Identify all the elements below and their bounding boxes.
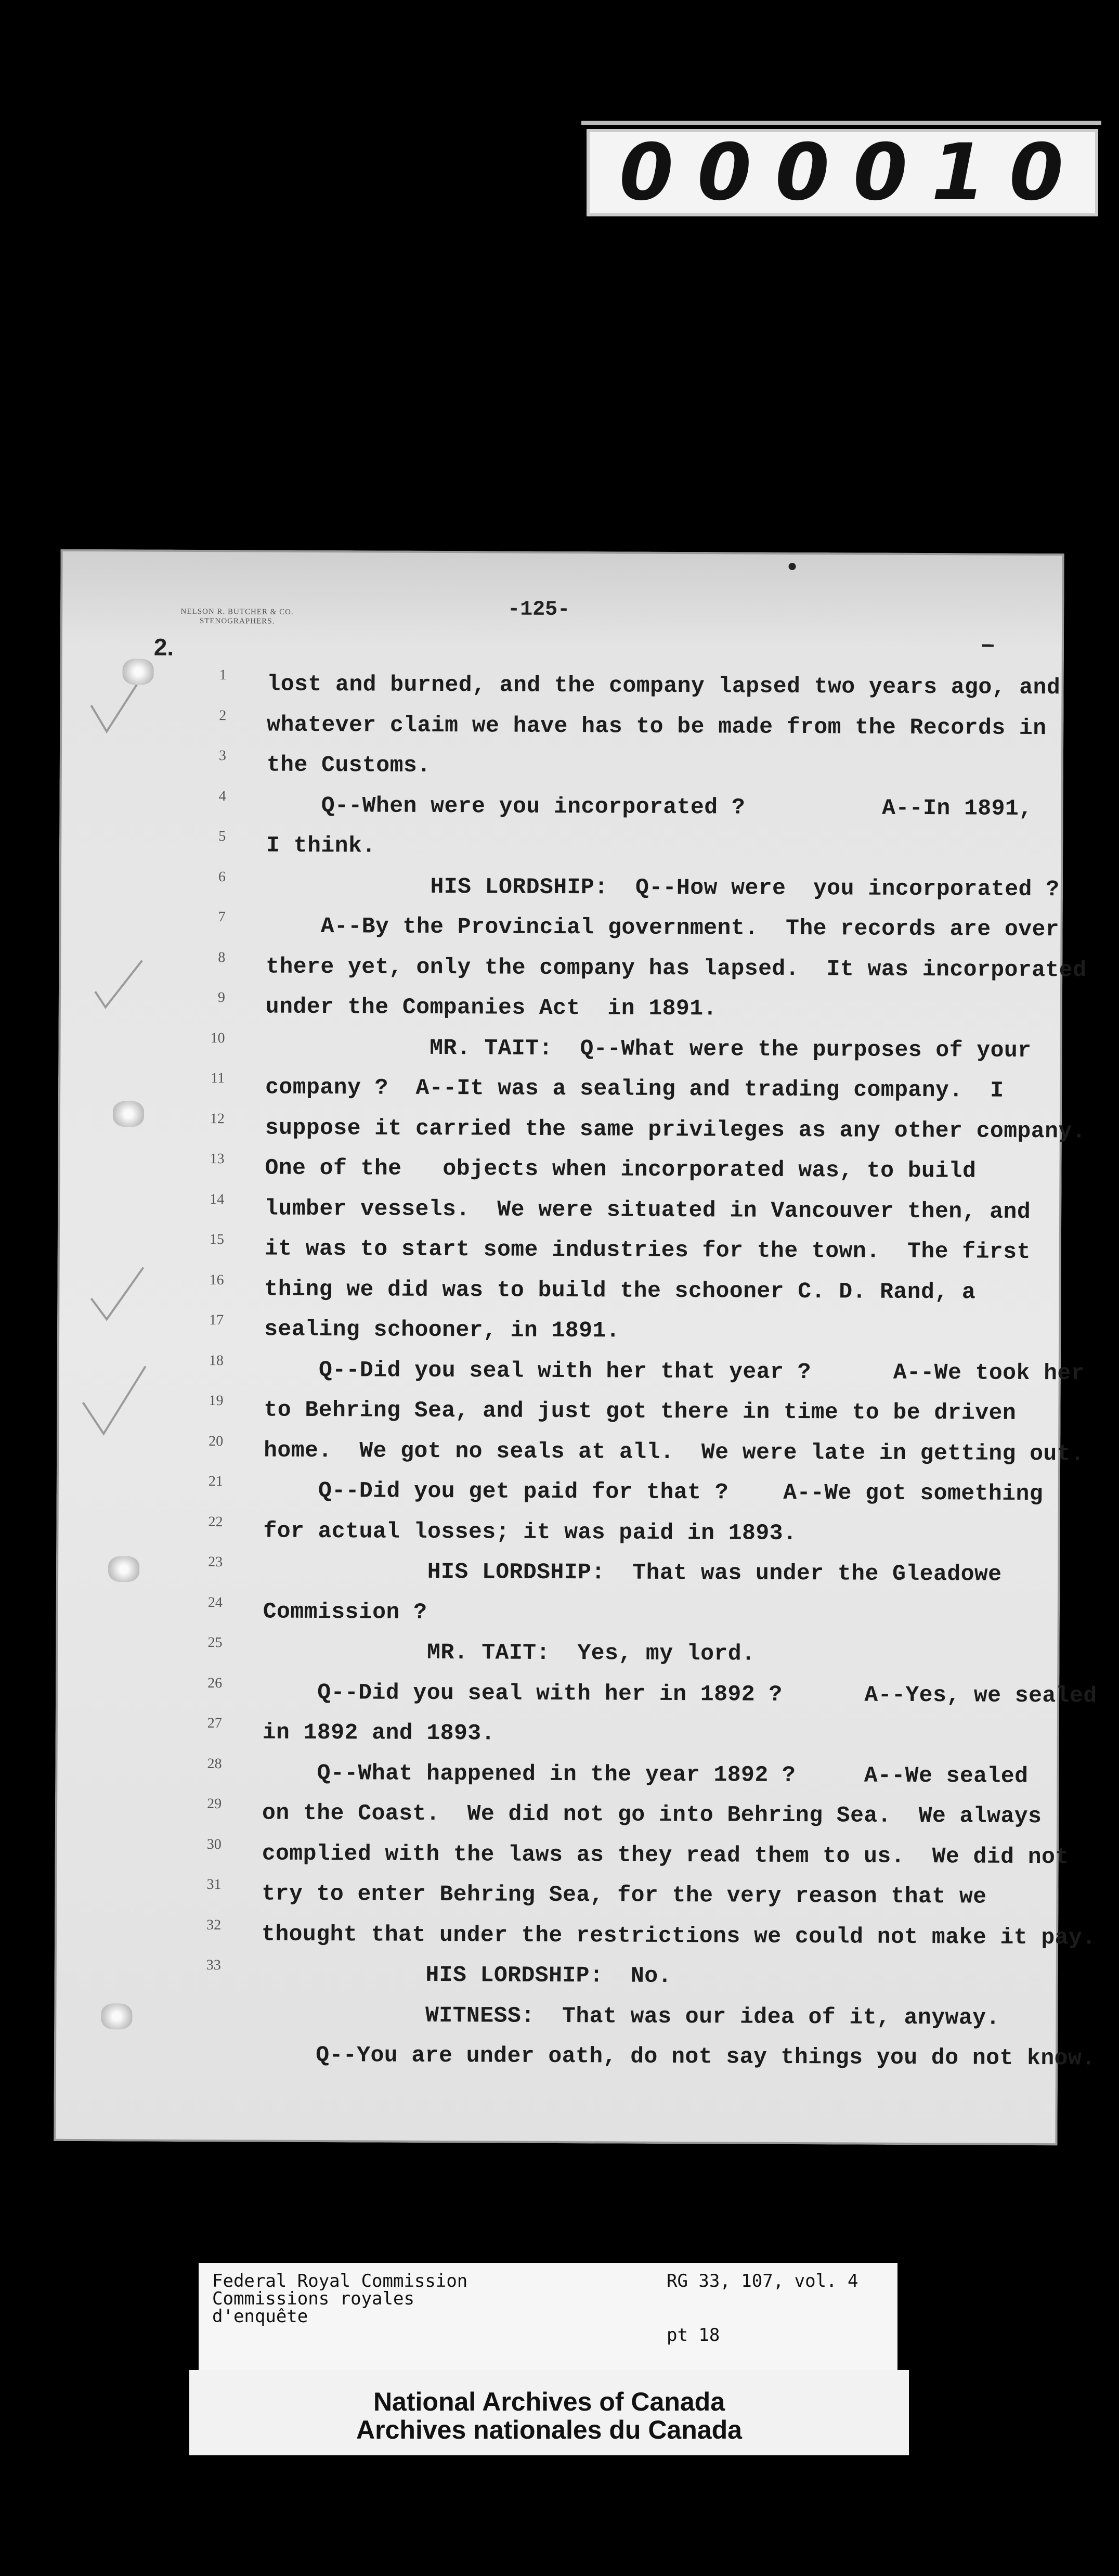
- line-text: HIS LORDSHIP: Q--How were you incorporated ?: [266, 873, 1060, 902]
- counter-digit: 1: [931, 127, 988, 218]
- line-number: 23: [208, 1554, 223, 1570]
- line-text: Q--Did you seal with her in 1892 ? A--Yes, we sealed: [262, 1679, 1097, 1709]
- transcript-line: [58, 1029, 1062, 1073]
- transcript-line: [58, 1231, 1061, 1274]
- line-text: the Customs.: [266, 752, 431, 778]
- letterhead-line-2: STENOGRAPHERS.: [199, 616, 275, 626]
- line-number: 10: [210, 1029, 225, 1046]
- punch-hole: [108, 1556, 139, 1582]
- archive-name-english: National Archives of Canada: [373, 2387, 725, 2416]
- line-text: sealing schooner, in 1891.: [264, 1316, 620, 1344]
- transcript-line: [54, 1997, 1058, 2040]
- line-number: 24: [207, 1594, 223, 1611]
- transcript-line: [56, 1513, 1060, 1556]
- line-text: on the Coast. We did not go into Behring Sea. We always: [262, 1800, 1042, 1830]
- line-number: 11: [211, 1070, 225, 1087]
- line-text: HIS LORDSHIP: No.: [261, 1961, 672, 1989]
- line-number: 4: [218, 788, 226, 804]
- catalogue-label: [199, 2263, 897, 2371]
- line-number: 3: [218, 748, 227, 764]
- transcript-line: [56, 1553, 1060, 1597]
- label-line-2: Commissions royales: [212, 2288, 414, 2309]
- line-number: 27: [207, 1715, 222, 1732]
- line-text: whatever claim we have has to be made from the Records in: [267, 712, 1047, 741]
- transcript-line: [59, 787, 1063, 831]
- line-number: 25: [207, 1634, 223, 1651]
- transcript-line: [55, 1916, 1096, 1960]
- transcript-line: [60, 706, 1063, 750]
- line-text: MR. TAIT: Q--What were the purposes of your: [265, 1034, 1032, 1063]
- transcript-line: [58, 1070, 1062, 1113]
- transcript-line: [57, 1351, 1085, 1395]
- line-text: Q--You are under oath, do not say things you do not know.: [261, 2042, 1096, 2071]
- transcript-line: [57, 1473, 1060, 1516]
- punch-hole: [123, 659, 154, 685]
- line-text: complied with the laws as they read them to us. We did not: [262, 1840, 1069, 1870]
- line-text: Q--Did you seal with her that year ? A--We took her: [264, 1357, 1085, 1386]
- counter-digit: 0: [619, 127, 676, 218]
- counter-strip: [581, 121, 1101, 125]
- sheet-number: 2.: [153, 633, 174, 661]
- transcript-line: [56, 1634, 1059, 1678]
- line-number: 6: [218, 868, 226, 885]
- line-text: lumber vessels. We were situated in Vancouver then, and: [265, 1195, 1031, 1225]
- transcript-line: [59, 989, 1062, 1033]
- line-number: 7: [218, 909, 226, 925]
- line-number: 17: [209, 1312, 224, 1329]
- page-number: -125-: [508, 598, 570, 622]
- line-text: lost and burned, and the company lapsed two years ago, and: [267, 671, 1061, 701]
- label-reference: RG 33, 107, vol. 4: [667, 2271, 858, 2291]
- line-number: 28: [207, 1755, 222, 1772]
- transcript-line: [59, 908, 1062, 952]
- line-text: suppose it carried the same privileges as any other company.: [265, 1115, 1086, 1144]
- line-text: in 1892 and 1893.: [262, 1719, 496, 1746]
- letterhead-line-1: NELSON R. BUTCHER & CO.: [180, 607, 294, 616]
- archive-name-french: Archives nationales du Canada: [356, 2415, 742, 2444]
- line-text: Q--When were you incorporated ? A--In 1891,: [266, 792, 1033, 821]
- transcript-line: [57, 1432, 1085, 1476]
- line-text: under the Companies Act in 1891.: [265, 994, 717, 1022]
- transcript-line: [59, 828, 1063, 871]
- line-number: 33: [206, 1957, 221, 1974]
- transcript-page: [54, 549, 1097, 2145]
- line-text: A--By the Provincial government. The records are over: [266, 913, 1060, 943]
- line-text: there yet, only the company has lapsed. It was incorporated: [266, 954, 1087, 983]
- line-number: 2: [219, 707, 227, 724]
- punch-hole: [101, 2003, 132, 2029]
- line-number: 30: [206, 1836, 222, 1852]
- margin-dash: [982, 645, 994, 647]
- line-number: 26: [207, 1675, 223, 1691]
- counter-digit: 0: [697, 127, 754, 218]
- label-line-1: Federal Royal Commission: [212, 2271, 468, 2291]
- line-text: One of the objects when incorporated was, to build: [265, 1155, 977, 1184]
- line-number: 1: [219, 667, 227, 684]
- line-text: MR. TAIT: Yes, my lord.: [263, 1639, 756, 1667]
- line-number: 8: [218, 949, 226, 965]
- line-text: thing we did was to build the schooner C. D. Rand, a: [264, 1276, 976, 1305]
- transcript-line: [58, 1190, 1061, 1234]
- transcript-line: [60, 747, 1063, 791]
- counter-digit: 0: [853, 127, 910, 218]
- check-mark-icon: [77, 1361, 151, 1445]
- transcript-line: [57, 1392, 1060, 1436]
- line-number: 9: [217, 989, 225, 1006]
- line-text: Q--What happened in the year 1892 ? A--We sealed: [262, 1760, 1029, 1789]
- transcript-line: [56, 1674, 1097, 1718]
- line-number: 16: [209, 1271, 224, 1288]
- transcript-line: [57, 1311, 1061, 1355]
- check-mark-icon: [90, 945, 153, 1018]
- transcript-line: [56, 1593, 1060, 1637]
- transcript-line: [60, 666, 1063, 710]
- line-number: 14: [210, 1191, 225, 1207]
- line-text: it was to start some industries for the town. The first: [264, 1235, 1031, 1265]
- label-collection: [212, 2272, 467, 2325]
- line-number: 21: [208, 1473, 223, 1490]
- line-text: try to enter Behring Sea, for the very reason that we: [262, 1881, 987, 1910]
- transcript-line: [56, 1715, 1059, 1758]
- line-number: 5: [218, 828, 226, 845]
- transcript-line: [58, 1110, 1086, 1153]
- transcript-line: [57, 1271, 1061, 1315]
- archive-banner: [189, 2370, 909, 2455]
- transcript-line: [55, 1956, 1058, 2000]
- line-text: Q--Did you get paid for that ? A--We got something: [263, 1477, 1044, 1507]
- line-text: company ? A--It was a sealing and trading company. I: [265, 1074, 1004, 1103]
- stenographer-letterhead: [149, 607, 326, 626]
- line-number: 20: [209, 1433, 224, 1449]
- frame-counter: [587, 129, 1098, 216]
- line-number: 19: [209, 1393, 224, 1409]
- transcript-line: [59, 948, 1087, 992]
- line-text: home. We got no seals at all. We were late in getting out.: [264, 1437, 1085, 1466]
- transcript-line: [55, 1835, 1069, 1879]
- label-line-3: d'enquête: [212, 2306, 308, 2327]
- punch-hole: [113, 1101, 144, 1127]
- line-number: 29: [207, 1796, 222, 1812]
- line-text: I think.: [266, 832, 376, 859]
- line-number: 22: [208, 1513, 223, 1530]
- counter-digit: 0: [1009, 127, 1066, 218]
- line-text: to Behring Sea, and just got there in time to be driven: [264, 1397, 1017, 1426]
- line-number: 12: [210, 1110, 225, 1127]
- line-number: 31: [206, 1876, 222, 1893]
- counter-digit: 0: [775, 127, 832, 218]
- transcript-line: [55, 1795, 1059, 1839]
- ink-dot: [789, 563, 796, 570]
- line-text: HIS LORDSHIP: That was under the Gleadowe: [263, 1558, 1002, 1587]
- line-text: WITNESS: That was our idea of it, anyway.: [261, 2002, 1000, 2031]
- line-text: for actual losses; it was paid in 1893.: [263, 1518, 797, 1546]
- transcript-line: [55, 1755, 1059, 1798]
- transcript-line: [59, 868, 1063, 911]
- line-number: 13: [210, 1151, 225, 1167]
- transcript-line: [55, 1876, 1058, 1920]
- check-mark-icon: [86, 1257, 149, 1330]
- transcript-line: [54, 2037, 1096, 2081]
- line-number: 18: [209, 1352, 224, 1369]
- label-part: pt 18: [667, 2325, 720, 2346]
- line-number: 32: [206, 1916, 222, 1933]
- line-text: thought that under the restrictions we could not make it pay.: [261, 1921, 1096, 1951]
- transcript-line: [58, 1150, 1061, 1194]
- line-text: Commission ?: [263, 1599, 427, 1625]
- line-number: 15: [209, 1231, 224, 1248]
